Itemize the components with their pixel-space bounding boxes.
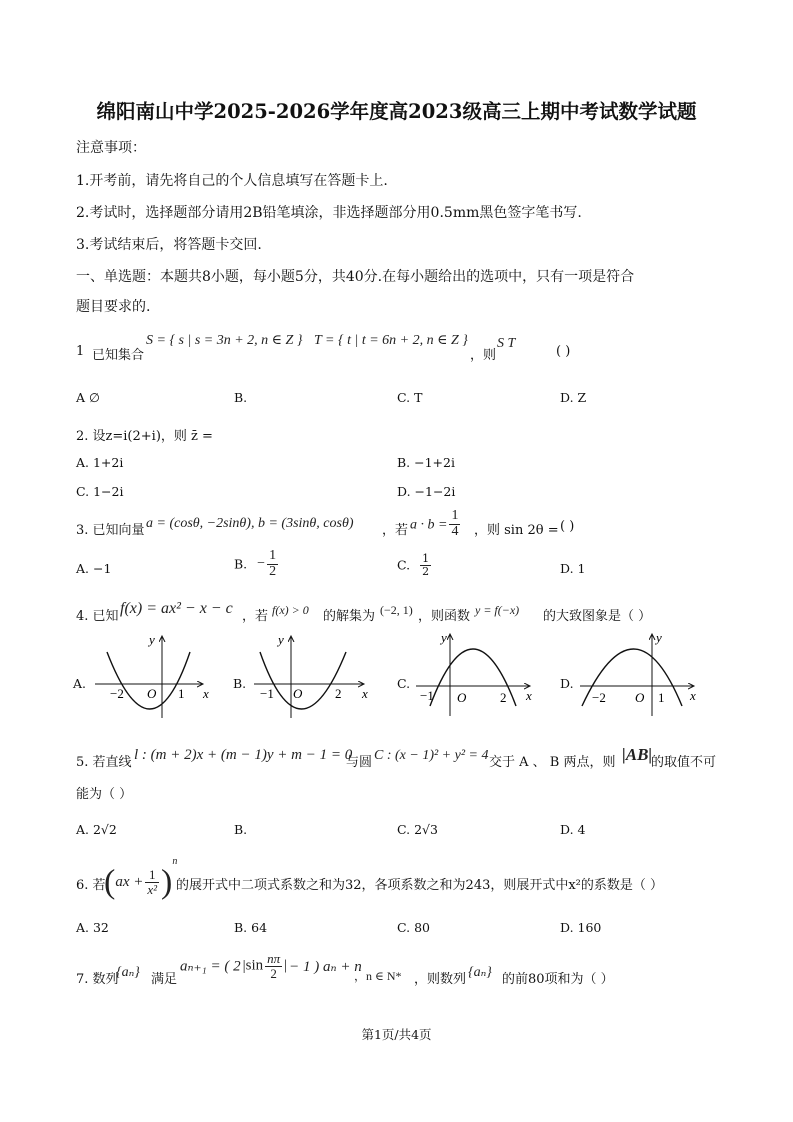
q4-function: f(x) = ax² − x − c (120, 600, 233, 617)
q2-option-a: A. 1+2i (76, 455, 124, 470)
q5-lead: 5. 若直线 (76, 755, 132, 770)
q6-expression-den: x² (147, 882, 158, 898)
q2-option-c: C. 1−2i (76, 484, 124, 499)
q3-mid: ，若 (382, 523, 409, 538)
q2-option-b: B. −1+2i (397, 455, 455, 470)
q4-mid3: ，则函数 (418, 609, 471, 624)
q3-tail: ，则 sin 2θ = (474, 523, 559, 538)
q3-frac-den: 4 (451, 523, 459, 539)
q4-graph-b-origin: O (293, 686, 303, 701)
q4-graph-c-tick-1: −1 (420, 688, 434, 703)
q4-lead: 4. 已知 (76, 609, 119, 624)
q4-graph-a-y-label: y (149, 632, 155, 647)
q4-graph-d-x-label: x (690, 688, 696, 703)
q1-option-d: D. Z (560, 390, 587, 405)
q1-option-b: B. (234, 390, 248, 405)
q3-option-a: A. −1 (76, 561, 112, 576)
q6-expression: (ax + $\frac{1}{\text{x²}}$ )$^n$ (104, 856, 178, 901)
q1-set-t: T = { t | t = 6n + 2, n ∈ Z } (314, 333, 468, 348)
q3-lead: 3. 已知向量 (76, 523, 145, 538)
q6-expression-n: n (172, 856, 178, 867)
q4-graph-d (576, 630, 706, 718)
q4-graph-b-y-label: y (278, 632, 284, 647)
q4-graph-b-label: B. (233, 676, 247, 691)
q3-option-d: D. 1 (560, 561, 586, 576)
q3-option-b-den: 2 (269, 563, 277, 579)
q7-recurrence-den: 2 (270, 965, 277, 981)
q1-set-s: S = { s | s = 3n + 2, n ∈ Z } (146, 333, 303, 348)
q1-paren: ( ) (556, 344, 571, 359)
q3-condition (410, 509, 462, 539)
q4-graph-d-y-label: y (656, 630, 662, 645)
q3-option-c-num: 1 (422, 552, 430, 565)
section-heading-cont: 题目要求的. (76, 299, 151, 315)
q1-relation: S T (497, 336, 516, 351)
q4-inequality: f(x) > 0 (272, 603, 309, 617)
q4-mid2: 的解集为 (323, 609, 376, 624)
q4-graph-d-origin: O (635, 690, 645, 705)
q4-graph-a-x-label: x (203, 686, 209, 701)
q4-graph-a-tick-2: 1 (178, 686, 185, 701)
q5-line-equation: l : (m + 2)x + (m − 1)y + m − 1 = 0 (134, 747, 353, 763)
q3-option-b-num: 1 (269, 548, 277, 563)
q3-option-b-label: B. (234, 556, 248, 572)
q6-expression-a: ax + (115, 874, 144, 891)
q3-vectors: a = (cosθ, −2sinθ), b = (3sinθ, cosθ) (146, 516, 354, 531)
q7-mid: 满足 (151, 972, 178, 987)
q6-lead: 6. 若 (76, 878, 106, 893)
page-title: 绵阳南山中学2025-2026学年度高2023级高三上期中考试数学试题 (96, 100, 697, 123)
q6-option-a: A. 32 (76, 920, 109, 935)
q4-graph-a-label: A. (73, 676, 87, 691)
q2-stem: 2. 设z=i(2+i)，则 z̄ = (76, 429, 213, 444)
q5-circle-equation: C : (x − 1)² + y² = 4 (374, 748, 489, 763)
q4-graph-c-x-label: x (526, 688, 532, 703)
q4-graph-b-tick-2: 2 (335, 686, 342, 701)
q1-tail: ，则 (470, 348, 497, 363)
q7-condition: ，n ∈ N* (354, 969, 402, 983)
q5-tail2: 的取值不可 (651, 755, 717, 770)
q4-graph-a-tick-1: −2 (110, 686, 124, 701)
q3-condition-left: a · b = (410, 517, 448, 533)
q6-tail: 的展开式中二项式系数之和为32，各项系数之和为243，则展开式中x²的系数是（ ） (176, 878, 664, 893)
q5-option-d: D. 4 (560, 822, 586, 837)
q1-lead: 已知集合 (92, 348, 145, 363)
q3-frac-num: 1 (451, 508, 459, 523)
notice-item-3: 3.考试结束后，将答题卡交回. (76, 237, 262, 253)
q4-graph-c-y-label: y (441, 630, 447, 645)
q3-option-b-sign: − (257, 556, 266, 572)
q7-tail2: 的前80项和为（ ） (502, 972, 614, 987)
q4-graph-b-x-label: x (362, 686, 368, 701)
q5-option-a: A. 2√2 (76, 822, 117, 837)
q5-tail: 交于 A 、 B 两点，则 (489, 755, 616, 770)
q4-interval: (−2, 1) (380, 603, 413, 617)
q4-graph-c-label: C. (397, 676, 411, 691)
q4-mid1: ，若 (242, 609, 269, 624)
page-footer: 第1页/共4页 (361, 1027, 432, 1042)
q7-recurrence-sin: sin (245, 957, 264, 974)
notice-heading: 注意事项： (76, 140, 146, 156)
notice-item-2: 2.考试时，选择题部分请用2B铅笔填涂，非选择题部分用0.5mm黑色签字笔书写. (76, 205, 582, 221)
q5-mid: 与圆 (346, 755, 373, 770)
q3-option-c-label: C. (397, 557, 411, 573)
q3-paren: ( ) (560, 519, 575, 534)
q7-recurrence-left: aₙ₊₁ = ( 2 (180, 958, 241, 975)
section-heading: 一、单选题：本题共8小题，每小题5分，共40分.在每小题给出的选项中，只有一项是符合 (76, 269, 635, 285)
q5-ab-length: |AB| (622, 745, 653, 764)
q4-graph-a-origin: O (147, 686, 157, 701)
q7-recurrence-right: − 1 ) aₙ + n (289, 958, 362, 975)
notice-item-1: 1.开考前，请先将自己的个人信息填写在答题卡上. (76, 173, 388, 189)
q4-graph-d-label: D. (560, 676, 574, 691)
q1-number: 1 (76, 344, 85, 359)
q3-option-b (234, 549, 280, 579)
q4-graph-b (250, 632, 380, 720)
q6-option-b: B. 64 (234, 920, 268, 935)
q4-graph-c-origin: O (457, 690, 467, 705)
q7-tail: ，则数列 (414, 972, 467, 987)
q1-option-a: A ∅ (76, 390, 100, 405)
q2-option-d: D. −1−2i (397, 484, 456, 499)
q4-tail: 的大致图象是（ ） (543, 609, 652, 624)
q1-option-c: C. T (397, 390, 423, 405)
q5-option-c: C. 2√3 (397, 822, 438, 837)
q3-option-c (397, 553, 433, 577)
q3-option-c-den: 2 (422, 564, 430, 578)
q6-expression-num: 1 (145, 868, 159, 883)
q4-graph-c-tick-2: 2 (500, 690, 507, 705)
q4-graph-d-tick-2: 1 (658, 690, 665, 705)
q7-sequence-2: {aₙ} (468, 965, 492, 980)
q7-recurrence-num: nπ (267, 951, 281, 966)
q4-graph-a (90, 632, 230, 720)
q5-line2: 能为（ ） (76, 787, 133, 802)
q6-option-c: C. 80 (397, 920, 430, 935)
q4-graph-b-tick-1: −1 (260, 686, 274, 701)
q6-option-d: D. 160 (560, 920, 602, 935)
q4-graph-d-tick-1: −2 (592, 690, 606, 705)
q7-lead: 7. 数列 (76, 972, 119, 987)
q5-option-b: B. (234, 822, 248, 837)
q4-graph-c (412, 630, 542, 718)
q7-recurrence: aₙ₊₁ = ( 2 |sin $\frac{n\pi}{2}$ | − 1 ) aₙ + n (180, 951, 362, 981)
q4-g-function: y = f(−x) (475, 603, 520, 617)
q7-sequence: {aₙ} (116, 965, 140, 980)
